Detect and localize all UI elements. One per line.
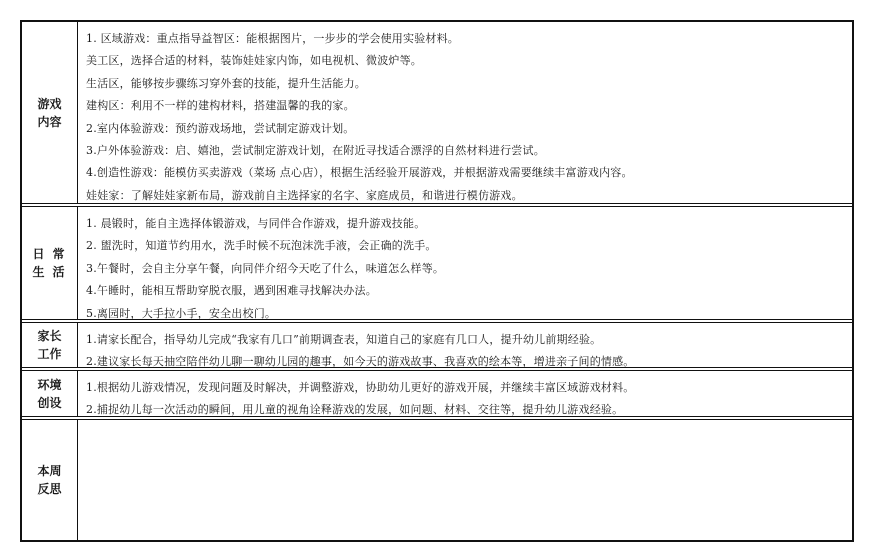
label-line: 家长 — [37, 329, 62, 343]
label-line: 创设 — [37, 395, 62, 410]
content-line: 4.创造性游戏：能模仿买卖游戏（菜场 点心店），根据生活经验开展游戏，并根据游戏需要继续丰富游戏内容。 — [86, 166, 633, 180]
section-text-parent-work — [78, 323, 852, 367]
content-line: 1. 区域游戏：重点指导益智区：能根据图片，一步步的学会使用实验材料。 — [86, 32, 459, 45]
content-line: 建构区：利用不一样的建构材料，搭建温馨的我的家。 — [86, 99, 355, 113]
content-line: 3.午餐时，会自主分享午餐，向同伴介绍今天吃了什么，味道怎么样等。 — [86, 261, 445, 275]
label-line: 游戏 — [37, 96, 62, 111]
section-text-environment — [78, 371, 852, 416]
content-line: 娃娃家：了解娃娃家新布局，游戏前自主选择家的名字、家庭成员，和谐进行模仿游戏。 — [86, 188, 523, 202]
content-line: 美工区，选择合适的材料，装饰娃娃家内饰，如电视机、微波炉等。 — [86, 54, 422, 68]
weekly-plan-table — [20, 20, 854, 542]
content-line: 1.根据幼儿游戏情况，发现问题及时解决，并调整游戏，协助幼儿更好的游戏开展，并继续丰富区域游戏材料。 — [86, 381, 635, 394]
section-weekly-reflection — [22, 419, 852, 540]
label-line: 反思 — [37, 482, 62, 496]
label-line: 本周 — [37, 464, 62, 478]
label-line: 生活 — [32, 265, 73, 279]
content-line: 1.请家长配合，指导幼儿完成“我家有几口”前期调查表，知道自己的家庭有几口人，提升幼儿前期经验。 — [86, 333, 602, 346]
content-line: 4.午睡时，能相互帮助穿脱衣服，遇到困难寻找解决办法。 — [86, 284, 377, 298]
section-label-daily-life — [22, 207, 78, 319]
content-line: 5.离园时，大手拉小手，安全出校门。 — [86, 306, 277, 320]
section-label-weekly-reflection — [22, 420, 78, 540]
section-daily-life — [22, 206, 852, 320]
label-line: 环境 — [37, 377, 62, 392]
content-line: 2. 盥洗时，知道节约用水，洗手时候不玩泡沫洗手液，会正确的洗手。 — [86, 239, 437, 253]
label-line: 工作 — [37, 347, 62, 361]
content-line: 3.户外体验游戏：启、嬉池，尝试制定游戏计划，在附近寻找适合漂浮的自然材料进行尝试。 — [86, 144, 545, 158]
section-parent-work — [22, 322, 852, 368]
content-line: 1. 晨锻时，能自主选择体锻游戏，与同伴合作游戏，提升游戏技能。 — [86, 217, 426, 230]
label-line: 内容 — [37, 114, 62, 129]
content-line: 2.室内体验游戏：预约游戏场地，尝试制定游戏计划。 — [86, 121, 355, 135]
section-text-daily-life — [78, 207, 852, 319]
content-line: 2.捕捉幼儿每一次活动的瞬间，用儿童的视角诠释游戏的发展，如问题、材料、交往等，提升幼儿游戏经验。 — [86, 403, 624, 417]
section-environment — [22, 370, 852, 417]
reflection-text-area — [78, 420, 852, 540]
content-line: 生活区，能够按步骤练习穿外套的技能，提升生活能力。 — [86, 76, 366, 90]
section-label-game-content — [22, 22, 78, 203]
section-label-parent-work — [22, 323, 78, 367]
section-game-content — [22, 22, 852, 204]
section-text-game-content — [78, 22, 852, 203]
content-line: 2.建议家长每天抽空陪伴幼儿聊一聊幼儿园的趣事，如今天的游戏故事、我喜欢的绘本等，增进亲子间的情感。 — [86, 355, 635, 369]
section-label-environment — [22, 371, 78, 416]
label-line: 日常 — [32, 247, 73, 261]
